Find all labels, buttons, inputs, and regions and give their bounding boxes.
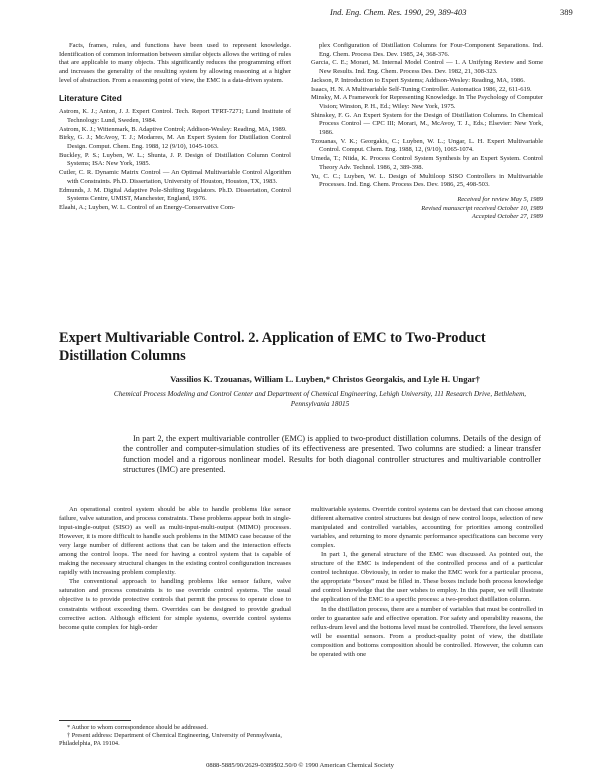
accepted-date: Accepted October 27, 1989 bbox=[471, 213, 543, 221]
reference-item: Isaacs, H. N. A Multivariable Self-Tuning Controller. Automatica 1986, 22, 611-619. bbox=[311, 85, 532, 93]
body-paragraph: In the distillation process, there are a number of variables that must be controlled in order to guarantee safe and effective operation. For safety and operability reasons, the reflux-drum level and the bottoms level must be controlled. Therefore, the level sensors will be essential sensors. From a product-quality point of view, the distillate composition and bottoms composition should be controlled. However, the column can be operated with one bbox=[311, 605, 543, 658]
footnote-item: † Present address: Department of Chemical Engineering, University of Pennsylvania, Philadelphia, PA 19104. bbox=[59, 732, 282, 747]
revised-date: Revised manuscript received October 10, 1989 bbox=[421, 204, 543, 212]
reference-item: Tzouanas, V. K.; Georgakis, C.; Luyben, W. L.; Ungar, L. H. Expert Multivariable Control. Comput. Chem. Eng. 1988, 12, (9/10), 1065-1074. bbox=[311, 137, 543, 154]
body-right-column bbox=[311, 505, 543, 659]
received-date: Received for review May 5, 1989 bbox=[457, 195, 543, 203]
journal-header: Ind. Eng. Chem. Res. 1990, 29, 389-403 bbox=[330, 7, 467, 17]
footnotes bbox=[59, 724, 291, 748]
body-paragraph: An operational control system should be able to handle problems like sensor failure, valve saturation, and process constraints. These problems appear both in single-input-single-output (SISO) as well as multi-input-multi-output (MIMO) processes. However, it is more difficult to handle such problems in the MIMO case because of the very large number of different actions that can be taken and the interaction effects among the control loops. The need for having a control system that is capable of making the necessary structural changes in the existing control configuration increases rapidly with increasing problem complexity. bbox=[59, 506, 291, 577]
footnote-divider bbox=[59, 720, 131, 721]
reference-item: Elaahi, A.; Luyben, W. L. Control of an Energy-Conservative Com- bbox=[59, 203, 236, 211]
body-left-column bbox=[59, 505, 291, 632]
copyright-line: 0888-5885/90/2629-0389$02.50/0 © 1990 American Chemical Society bbox=[206, 762, 394, 769]
reference-item: Buckley, P. S.; Luyben, W. L.; Shunta, J. P. Design of Distillation Column Control Systems; ISA: New York, 1985. bbox=[59, 151, 291, 168]
reference-item: Cutler, C. R. Dynamic Matrix Control — An Optimal Multivariable Control Algorithm with Constraints. Ph.D. Dissertation, University of Houston, Houston, TX, 1983. bbox=[59, 169, 291, 185]
reference-item: Yu, C. C.; Luyben, W. L. Design of Multiloop SISO Controllers in Multivariable Processes. Ind. Eng. Chem. Process Des. Dev. 1986, 25, 498-503. bbox=[311, 172, 543, 189]
article-authors: Vassilios K. Tzouanas, William L. Luyben,* Christos Georgakis, and Lyle H. Ungar† bbox=[170, 374, 480, 384]
body-paragraph: multivariable systems. Override control systems can be devised that can choose among different alternative control structures but design of new control loops, selection of new manipulated and controlled variables, accounting for priorities among controlled variables, and returning to more dynamic performance specifications can become very complex. bbox=[311, 506, 543, 550]
reference-item: Garcia, C. E.; Morari, M. Internal Model Control — 1. A Unifying Review and Some New Results. Ind. Eng. Chem. Process Des. Dev. 1982, 21, 308-323. bbox=[311, 59, 543, 76]
reference-item: Astrom, K. J.; Wittenmark, B. Adaptive Control; Addison-Wesley: Reading, MA, 1989. bbox=[59, 125, 287, 133]
prev-article-left-column bbox=[59, 42, 291, 213]
footnote-item: * Author to whom correspondence should be addressed. bbox=[67, 724, 208, 731]
reference-item: Jackson, P. Introduction to Expert Systems; Addison-Wesley: Reading, MA, 1986. bbox=[311, 76, 525, 84]
conclusion-paragraph: Facts, frames, rules, and functions have been used to represent knowledge. Identification of common information between similar objects allows the writing of rules that are applicable to many objects. This significantly reduces the programming effort and increases the generality of the resulting system by allowing reasoning at a higher level of abstraction. From a reasoning point of view, the EMC is a data-driven system. bbox=[59, 42, 291, 84]
reference-item: Umeda, T.; Niida, K. Process Control System Synthesis by an Expert System. Control Theory Adv. Technol. 1986, 2, 389-398. bbox=[311, 155, 543, 171]
reference-item: Edmunds, J. M. Digital Adaptive Pole-Shifting Regulators. Ph.D. Dissertation, Control Systems Centre, UMIST, Manchester, England, 1976. bbox=[59, 186, 291, 203]
reference-item: Shinskey, F. G. An Expert System for the Design of Distillation Columns. In Chemical Process Control — CPC III; Morari, M., McAvoy, T. J., Eds.; Elsevier: New York, 1986. bbox=[311, 111, 543, 137]
prev-article-right-column bbox=[311, 42, 543, 222]
body-paragraph: In part 1, the general structure of the EMC was discussed. As pointed out, the structure of the EMC is independent of the controlled process and of a particular control technique. Obviously, in order to make the EMC work for a particular process, the appropriate “boxes” must be filled in. These boxes include both process knowledge and control knowledge that the user wishes to employ. In this paper, we will illustrate the application of the EMC to a specific process: a two-product distillation column. bbox=[311, 551, 543, 604]
article-affiliation: Chemical Process Modeling and Control Center and Department of Chemical Engineering, Lehigh University, 111 Research Drive, Bethlehem, Pennsylvania 18015 bbox=[113, 390, 527, 408]
reference-item: plex Configuration of Distillation Columns for Four-Component Separations. Ind. Eng. Chem. Process Des. Dev. 1985, 24, 368-376. bbox=[319, 42, 543, 58]
reference-item: Birky, G. J.; McAvoy, T. J.; Modarres, M. An Expert System for Distillation Control Design. Comput. Chem. Eng. 1988, 12 (9/10), 1045-1063. bbox=[59, 134, 291, 151]
body-paragraph: The conventional approach to handling problems like sensor failure, valve saturation and process constraints is to use override control systems. The usual objective is to provide protective controls that permit the process to operate close to constraints without exceeding them. Overrides can be designed to provide gradual corrective action. Although efficient for simple systems, override control systems become quite complex for high-order bbox=[59, 578, 291, 631]
received-dates bbox=[311, 196, 543, 222]
reference-item: Minsky, M. A Framework for Representing Knowledge. In The Psychology of Computer Vision; Winston, P. H., Ed.; Wiley: New York, 1975. bbox=[311, 94, 543, 110]
article-title: Expert Multivariable Control. 2. Application of EMC to Two-Product Distillation Columns bbox=[59, 330, 486, 364]
article-abstract: In part 2, the expert multivariable controller (EMC) is applied to two-product distillation columns. Details of the design of the controller and computer-simulation studies of its effectiveness are presented. Two columns are studied: a linear transfer function model and a rigorous nonlinear model. Results for both diagonal controller structures and multivariable controller structures (IMC) are presented. bbox=[123, 434, 541, 474]
reference-item: Astrom, K. J.; Anton, J. J. Expert Control. Tech. Report TFRT-7271; Lund Institute of Technology: Lund, Sweden, 1984. bbox=[59, 108, 291, 124]
literature-cited-heading: Literature Cited bbox=[59, 92, 122, 103]
page-number: 389 bbox=[560, 7, 573, 17]
